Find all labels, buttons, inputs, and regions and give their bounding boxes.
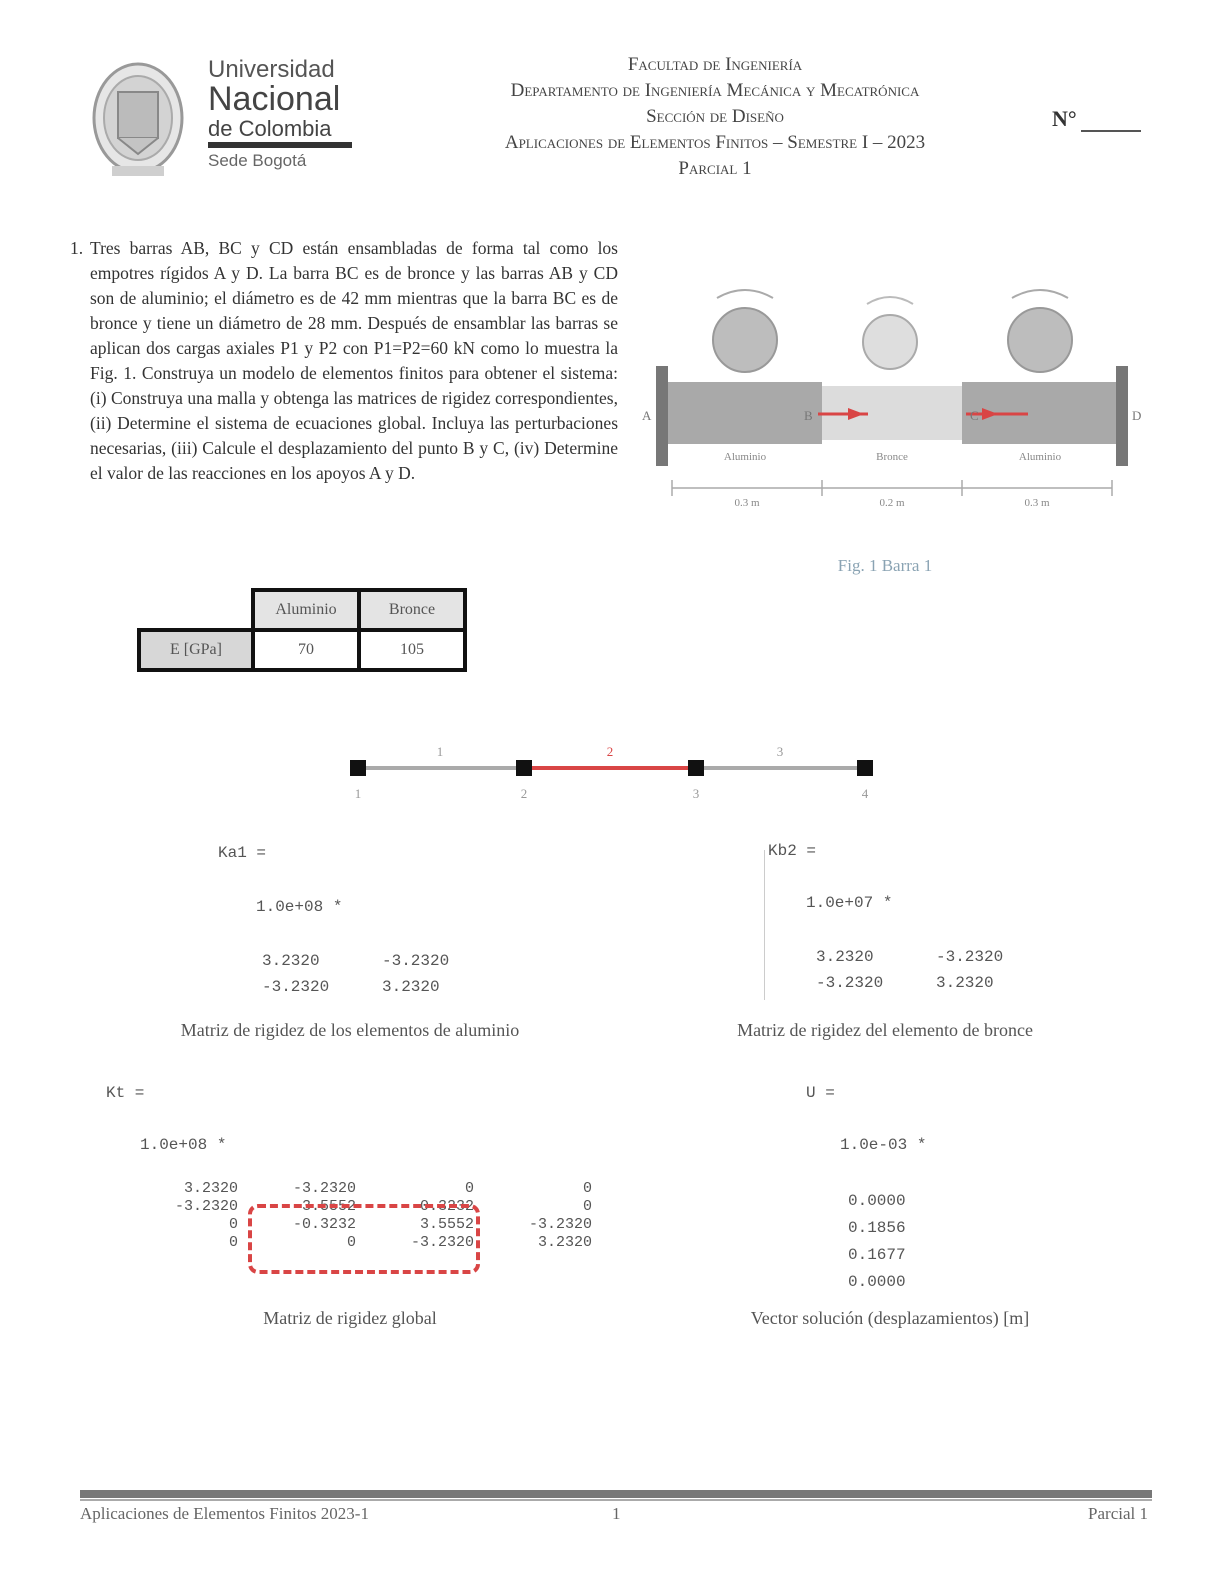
- properties-table: [137, 588, 467, 672]
- table-value-bronze: 105: [359, 630, 465, 670]
- table-row-label: E [GPa]: [139, 630, 253, 670]
- u-vector-values: [848, 1188, 906, 1296]
- section-title: Sección de Diseño: [646, 106, 784, 127]
- k-aluminum-factor: 1.0e+08 *: [256, 898, 343, 916]
- label-a: A: [642, 408, 652, 423]
- dim-ab: 0.3 m: [734, 497, 760, 509]
- university-campus: Sede Bogotá: [208, 151, 307, 170]
- k-global-row: 3.2320 -3.2320 0 0: [183, 1180, 592, 1197]
- footer-rule-thin: [80, 1499, 1152, 1501]
- exam-number: [1052, 106, 1141, 132]
- mesh-node-label-1: 1: [354, 786, 362, 801]
- material-label-3: Aluminio: [1018, 451, 1062, 463]
- k-global-row: -3.2320 3.5552 -0.3232 0: [174, 1198, 592, 1215]
- u-vector-factor: 1.0e-03 *: [840, 1136, 927, 1154]
- label-b: B: [804, 408, 813, 423]
- dim-bc: 0.2 m: [879, 497, 905, 509]
- table-value-aluminum: 70: [253, 630, 359, 670]
- material-label-1: Aluminio: [723, 451, 767, 463]
- footer-page-number: 1: [612, 1504, 621, 1523]
- k-bronze-name: Kb2 =: [768, 842, 817, 860]
- university-name: [208, 58, 352, 169]
- mesh-node-label-4: 4: [861, 786, 869, 801]
- left-wall: [656, 366, 668, 466]
- table-header-aluminum: Aluminio: [253, 590, 359, 630]
- problem-statement: [70, 236, 618, 486]
- dim-cd: 0.3 m: [1024, 497, 1050, 509]
- section-aluminum-2: [1008, 290, 1072, 372]
- k-aluminum-matrix: 3.2320 -3.2320 -3.2320 3.2320: [262, 952, 450, 996]
- right-wall: [1116, 366, 1128, 466]
- bronze-contribution-highlight: [248, 1204, 480, 1274]
- problem-text: Tres barras AB, BC y CD están ensambladas de forma tal como los empotres rígidos A y D. La barra BC es de bronce y las barras AB y CD son de aluminio; el diámetro es de 42 mm mientras que la barra BC es de bronce y tiene un diámetro de 28 mm. Después de ensamblar las barras se aplican dos cargas axiales P1 y P2 con P1=P2=60 kN como lo muestra la Fig. 1. Construya un modelo de elementos finitos para obtener el sistema: (i) Construya una malla y obtenga las matrices de rigidez correspondientes, (ii) Determine el sistema de ecuaciones global. Incluya las perturbaciones necesarias, (iii) Calcule el desplazamiento del punto B y C, (iv) Determine el valor de las reacciones en los apoyos A y D.: [90, 238, 618, 483]
- column-divider: [764, 850, 765, 1000]
- k-aluminum-caption: Matriz de rigidez de los elementos de aluminio: [180, 1020, 520, 1040]
- footer-rule: [80, 1490, 1152, 1498]
- figure-caption: Fig. 1 Barra 1: [837, 556, 933, 575]
- section-aluminum-1: [713, 290, 777, 372]
- table-header-bronze: Bronce: [359, 590, 465, 630]
- mesh-node-4: [857, 760, 873, 776]
- mesh-element-label-3: 3: [776, 744, 784, 759]
- segment-ab: [668, 382, 822, 444]
- k-global-name: Kt =: [106, 1084, 145, 1102]
- header-center: [395, 52, 1035, 182]
- k-global-caption: Matriz de rigidez global: [263, 1308, 437, 1328]
- mesh-node-3: [688, 760, 704, 776]
- mesh-node-2: [516, 760, 532, 776]
- k-bronze-matrix: 3.2320 -3.2320 -3.2320 3.2320: [816, 948, 1004, 992]
- label-d: D: [1132, 408, 1142, 423]
- university-seal-logo: [92, 62, 184, 180]
- k-global-factor: 1.0e+08 *: [140, 1136, 227, 1154]
- u-value: 0.0000: [848, 1192, 906, 1210]
- mesh-node-1: [350, 760, 366, 776]
- course-title: Aplicaciones de Elementos Finitos – Semestre I – 2023: [504, 132, 926, 153]
- u-value: 0.1856: [848, 1219, 906, 1237]
- mesh-element-label-1: 1: [436, 744, 444, 759]
- section-bronze: [863, 297, 917, 369]
- problem-number: 1.: [70, 238, 84, 258]
- label-c: C: [970, 408, 979, 423]
- mesh-node-label-3: 3: [692, 786, 700, 801]
- exam-number-blank[interactable]: [1081, 130, 1141, 132]
- footer-right: Parcial 1: [1088, 1504, 1148, 1523]
- material-label-2: Bronce: [876, 451, 908, 463]
- university-line3: de Colombia: [208, 116, 332, 141]
- u-value: 0.1677: [848, 1246, 906, 1264]
- mesh-element-label-2: 2: [606, 744, 614, 759]
- university-line2: Nacional: [208, 80, 341, 118]
- mesh-diagram: [340, 736, 885, 806]
- footer-left: Aplicaciones de Elementos Finitos 2023-1: [80, 1504, 369, 1523]
- u-vector-name: U =: [806, 1084, 835, 1102]
- university-line1: Universidad: [208, 56, 335, 83]
- k-global-row: 0 0 -3.2320 3.2320: [228, 1234, 592, 1251]
- university-underline: [208, 142, 352, 148]
- bar-figure: [632, 262, 1152, 522]
- k-aluminum-name: Ka1 =: [218, 844, 267, 862]
- k-bronze-factor: 1.0e+07 *: [806, 894, 893, 912]
- k-global-row: 0 -0.3232 3.5552 -3.2320: [228, 1216, 592, 1233]
- exam-title: Parcial 1: [678, 158, 752, 179]
- department-title: Departamento de Ingeniería Mecánica y Mecatrónica: [510, 80, 920, 101]
- k-bronze-caption: Matriz de rigidez del elemento de bronce: [737, 1020, 1033, 1040]
- u-vector-caption: Vector solución (desplazamientos) [m]: [750, 1308, 1030, 1328]
- exam-number-label: N°: [1052, 106, 1077, 131]
- faculty-title: Facultad de Ingeniería: [627, 54, 803, 75]
- u-value: 0.0000: [848, 1273, 906, 1291]
- mesh-node-label-2: 2: [520, 786, 528, 801]
